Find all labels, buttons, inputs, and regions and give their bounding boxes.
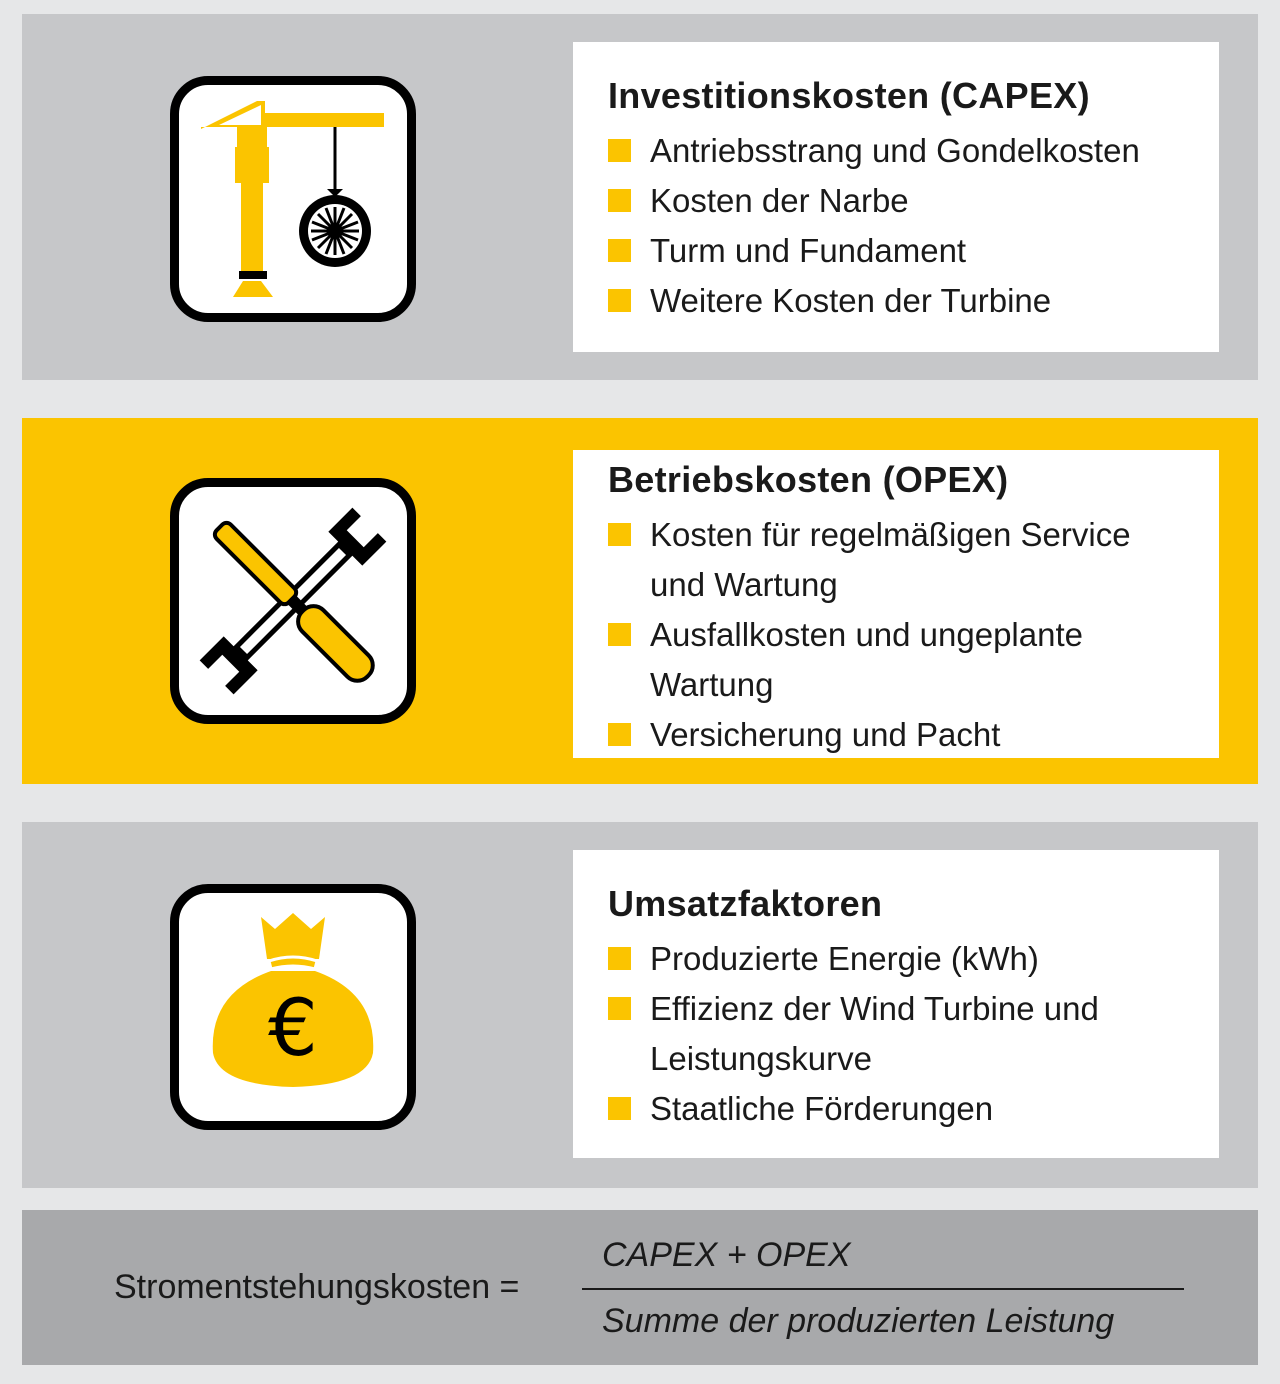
revenue-card <box>573 850 1219 1158</box>
list-item: Versicherung und Pacht <box>608 710 1219 760</box>
bullet-square-icon <box>608 623 631 646</box>
formula-numerator: CAPEX + OPEX <box>602 1236 851 1274</box>
bullet-square-icon <box>608 523 631 546</box>
opex-panel <box>22 418 1258 784</box>
list-item: Staatliche Förderungen <box>608 1084 1219 1134</box>
bullet-square-icon <box>608 189 631 212</box>
opex-card <box>573 450 1219 758</box>
bullet-square-icon <box>608 1097 631 1120</box>
list-item: Kosten der Narbe <box>608 176 1219 226</box>
fraction-line <box>582 1288 1184 1290</box>
capex-title: Investitionskosten (CAPEX) <box>608 75 1090 116</box>
capex-panel <box>22 14 1258 380</box>
euro-symbol: € <box>268 984 318 1074</box>
bullet-square-icon <box>608 139 631 162</box>
opex-title: Betriebskosten (OPEX) <box>608 459 1009 500</box>
formula-lhs: Stromentstehungskosten = <box>114 1268 520 1306</box>
bullet-square-icon <box>608 947 631 970</box>
formula-denominator: Summe der produzierten Leistung <box>602 1302 1115 1340</box>
list-item: Produzierte Energie (kWh) <box>608 934 1219 984</box>
capex-card <box>573 42 1219 352</box>
money-bag-icon <box>170 884 416 1130</box>
bullet-square-icon <box>608 239 631 262</box>
list-item: Kosten für regelmäßigen Service und Wartung <box>608 510 1170 610</box>
revenue-panel <box>22 822 1258 1188</box>
list-item: Effizienz der Wind Turbine und Leistungskurve <box>608 984 1180 1084</box>
crane-icon <box>170 76 416 322</box>
bullet-square-icon <box>608 997 631 1020</box>
list-item: Turm und Fundament <box>608 226 1219 276</box>
bullet-square-icon <box>608 723 631 746</box>
opex-list <box>608 510 1219 760</box>
revenue-list <box>608 934 1219 1134</box>
capex-list <box>608 126 1219 326</box>
list-item: Ausfallkosten und ungeplante Wartung <box>608 610 1150 710</box>
formula-bar <box>22 1210 1258 1365</box>
list-item: Weitere Kosten der Turbine <box>608 276 1219 326</box>
revenue-title: Umsatzfaktoren <box>608 883 883 924</box>
bullet-square-icon <box>608 289 631 312</box>
list-item: Antriebsstrang und Gondelkosten <box>608 126 1219 176</box>
tools-icon <box>170 478 416 724</box>
